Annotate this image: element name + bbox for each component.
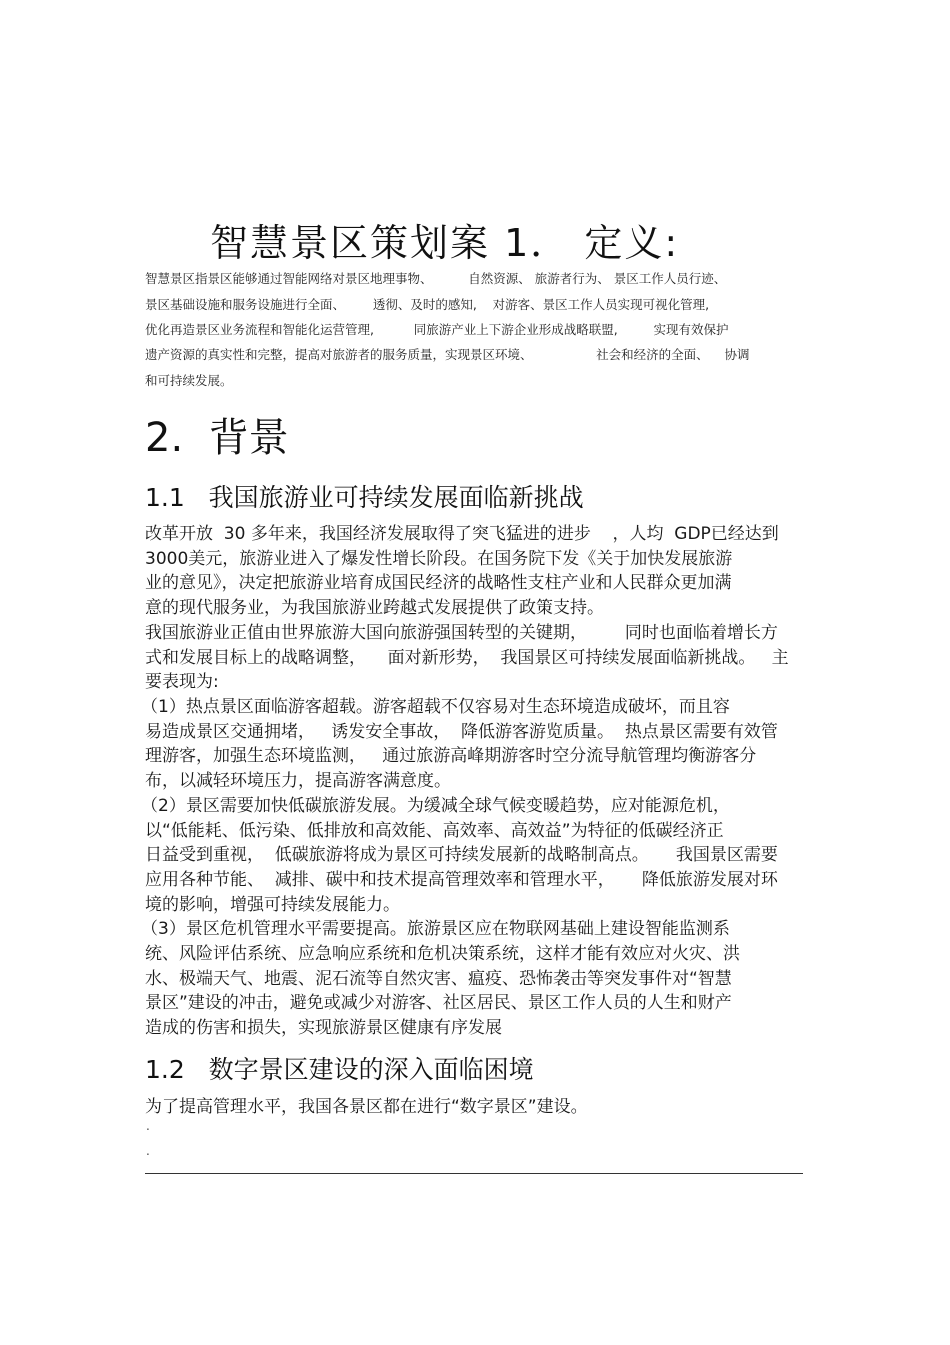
paragraph-line: 统、风险评估系统、应急响应系统和危机决策系统，这样才能有效应对火灾、洪 xyxy=(145,944,740,964)
dot-marker: . xyxy=(146,1119,150,1133)
section-2-heading: 2. 背景 xyxy=(145,415,289,461)
paragraph-line: 造成的伤害和损失，实现旅游景区健康有序发展 xyxy=(145,1018,502,1038)
definition-line: 和可持续发展。 xyxy=(145,373,233,388)
paragraph-line: （2）景区需要加快低碳旅游发展。为缓减全球气候变暖趋势，应对能源危机， xyxy=(141,796,730,816)
section-1-2-heading: 1.2 数字景区建设的深入面临困境 xyxy=(145,1055,534,1084)
paragraph-line: （3）景区危机管理水平需要提高。旅游景区应在物联网基础上建设智能监测系 xyxy=(141,919,730,939)
paragraph-line: 我国旅游业正值由世界旅游大国向旅游强国转型的关键期， 同时也面临着增长方 xyxy=(145,623,778,643)
section-1-1-heading: 1.1 我国旅游业可持续发展面临新挑战 xyxy=(145,483,584,512)
definition-line: 景区基础设施和服务设施进行全面、 透彻、及时的感知, 对游客、景区工作人员实现可视化管理, xyxy=(145,297,710,312)
definition-line: 优化再造景区业务流程和智能化运营管理, 同旅游产业上下游企业形成战略联盟, 实现有效保护 xyxy=(145,322,729,337)
paragraph-line: 理游客，加强生态环境监测， 通过旅游高峰期游客时空分流导航管理均衡游客分 xyxy=(145,746,757,766)
paragraph-line: 式和发展目标上的战略调整， 面对新形势， 我国景区可持续发展面临新挑战。 主 xyxy=(145,648,789,668)
document-title: 智慧景区策划案 1． 定义: xyxy=(210,221,680,265)
paragraph-line: 意的现代服务业，为我国旅游业跨越式发展提供了政策支持。 xyxy=(145,598,604,618)
paragraph-line: 布，以减轻环境压力，提高游客满意度。 xyxy=(145,771,451,791)
paragraph-line: 改革开放 30 多年来，我国经济发展取得了突飞猛进的进步 ，人均 GDP已经达到 xyxy=(145,524,779,544)
paragraph-line: 要表现为: xyxy=(145,672,219,692)
paragraph-line: 境的影响，增强可持续发展能力。 xyxy=(145,895,400,915)
definition-line: 智慧景区指景区能够通过智能网络对景区地理事物、 自然资源、 旅游者行为、 景区工作人员行迹、 xyxy=(145,271,727,286)
paragraph-line: 业的意见》，决定把旅游业培育成国民经济的战略性支柱产业和人民群众更加满 xyxy=(145,573,732,593)
paragraph-line: 3000美元，旅游业进入了爆发性增长阶段。在国务院下发《关于加快发展旅游 xyxy=(145,549,733,569)
paragraph-line: （1）热点景区面临游客超载。游客超载不仅容易对生态环境造成破坏，而且容 xyxy=(141,697,730,717)
paragraph-line: 日益受到重视， 低碳旅游将成为景区可持续发展新的战略制高点。 我国景区需要 xyxy=(145,845,778,865)
paragraph-line: 景区”建设的冲击，避免或减少对游客、社区居民、景区工作人员的人生和财产 xyxy=(145,993,732,1013)
paragraph-line: 易造成景区交通拥堵， 诱发安全事故， 降低游客游览质量。 热点景区需要有效管 xyxy=(145,722,778,742)
paragraph-line: 以“低能耗、低污染、低排放和高效能、高效率、高效益”为特征的低碳经济正 xyxy=(145,821,724,841)
paragraph-line: 为了提高管理水平，我国各景区都在进行“数字景区”建设。 xyxy=(145,1097,588,1117)
horizontal-rule xyxy=(145,1173,803,1174)
definition-line: 遗产资源的真实性和完整，提高对旅游者的服务质量，实现景区环境、 社会和经济的全面、 协调 xyxy=(145,347,750,362)
dot-marker: . xyxy=(146,1144,150,1158)
paragraph-line: 应用各种节能、 减排、碳中和技术提高管理效率和管理水平， 降低旅游发展对环 xyxy=(145,870,778,890)
paragraph-line: 水、极端天气、地震、泥石流等自然灾害、瘟疫、恐怖袭击等突发事件对“智慧 xyxy=(145,969,732,989)
